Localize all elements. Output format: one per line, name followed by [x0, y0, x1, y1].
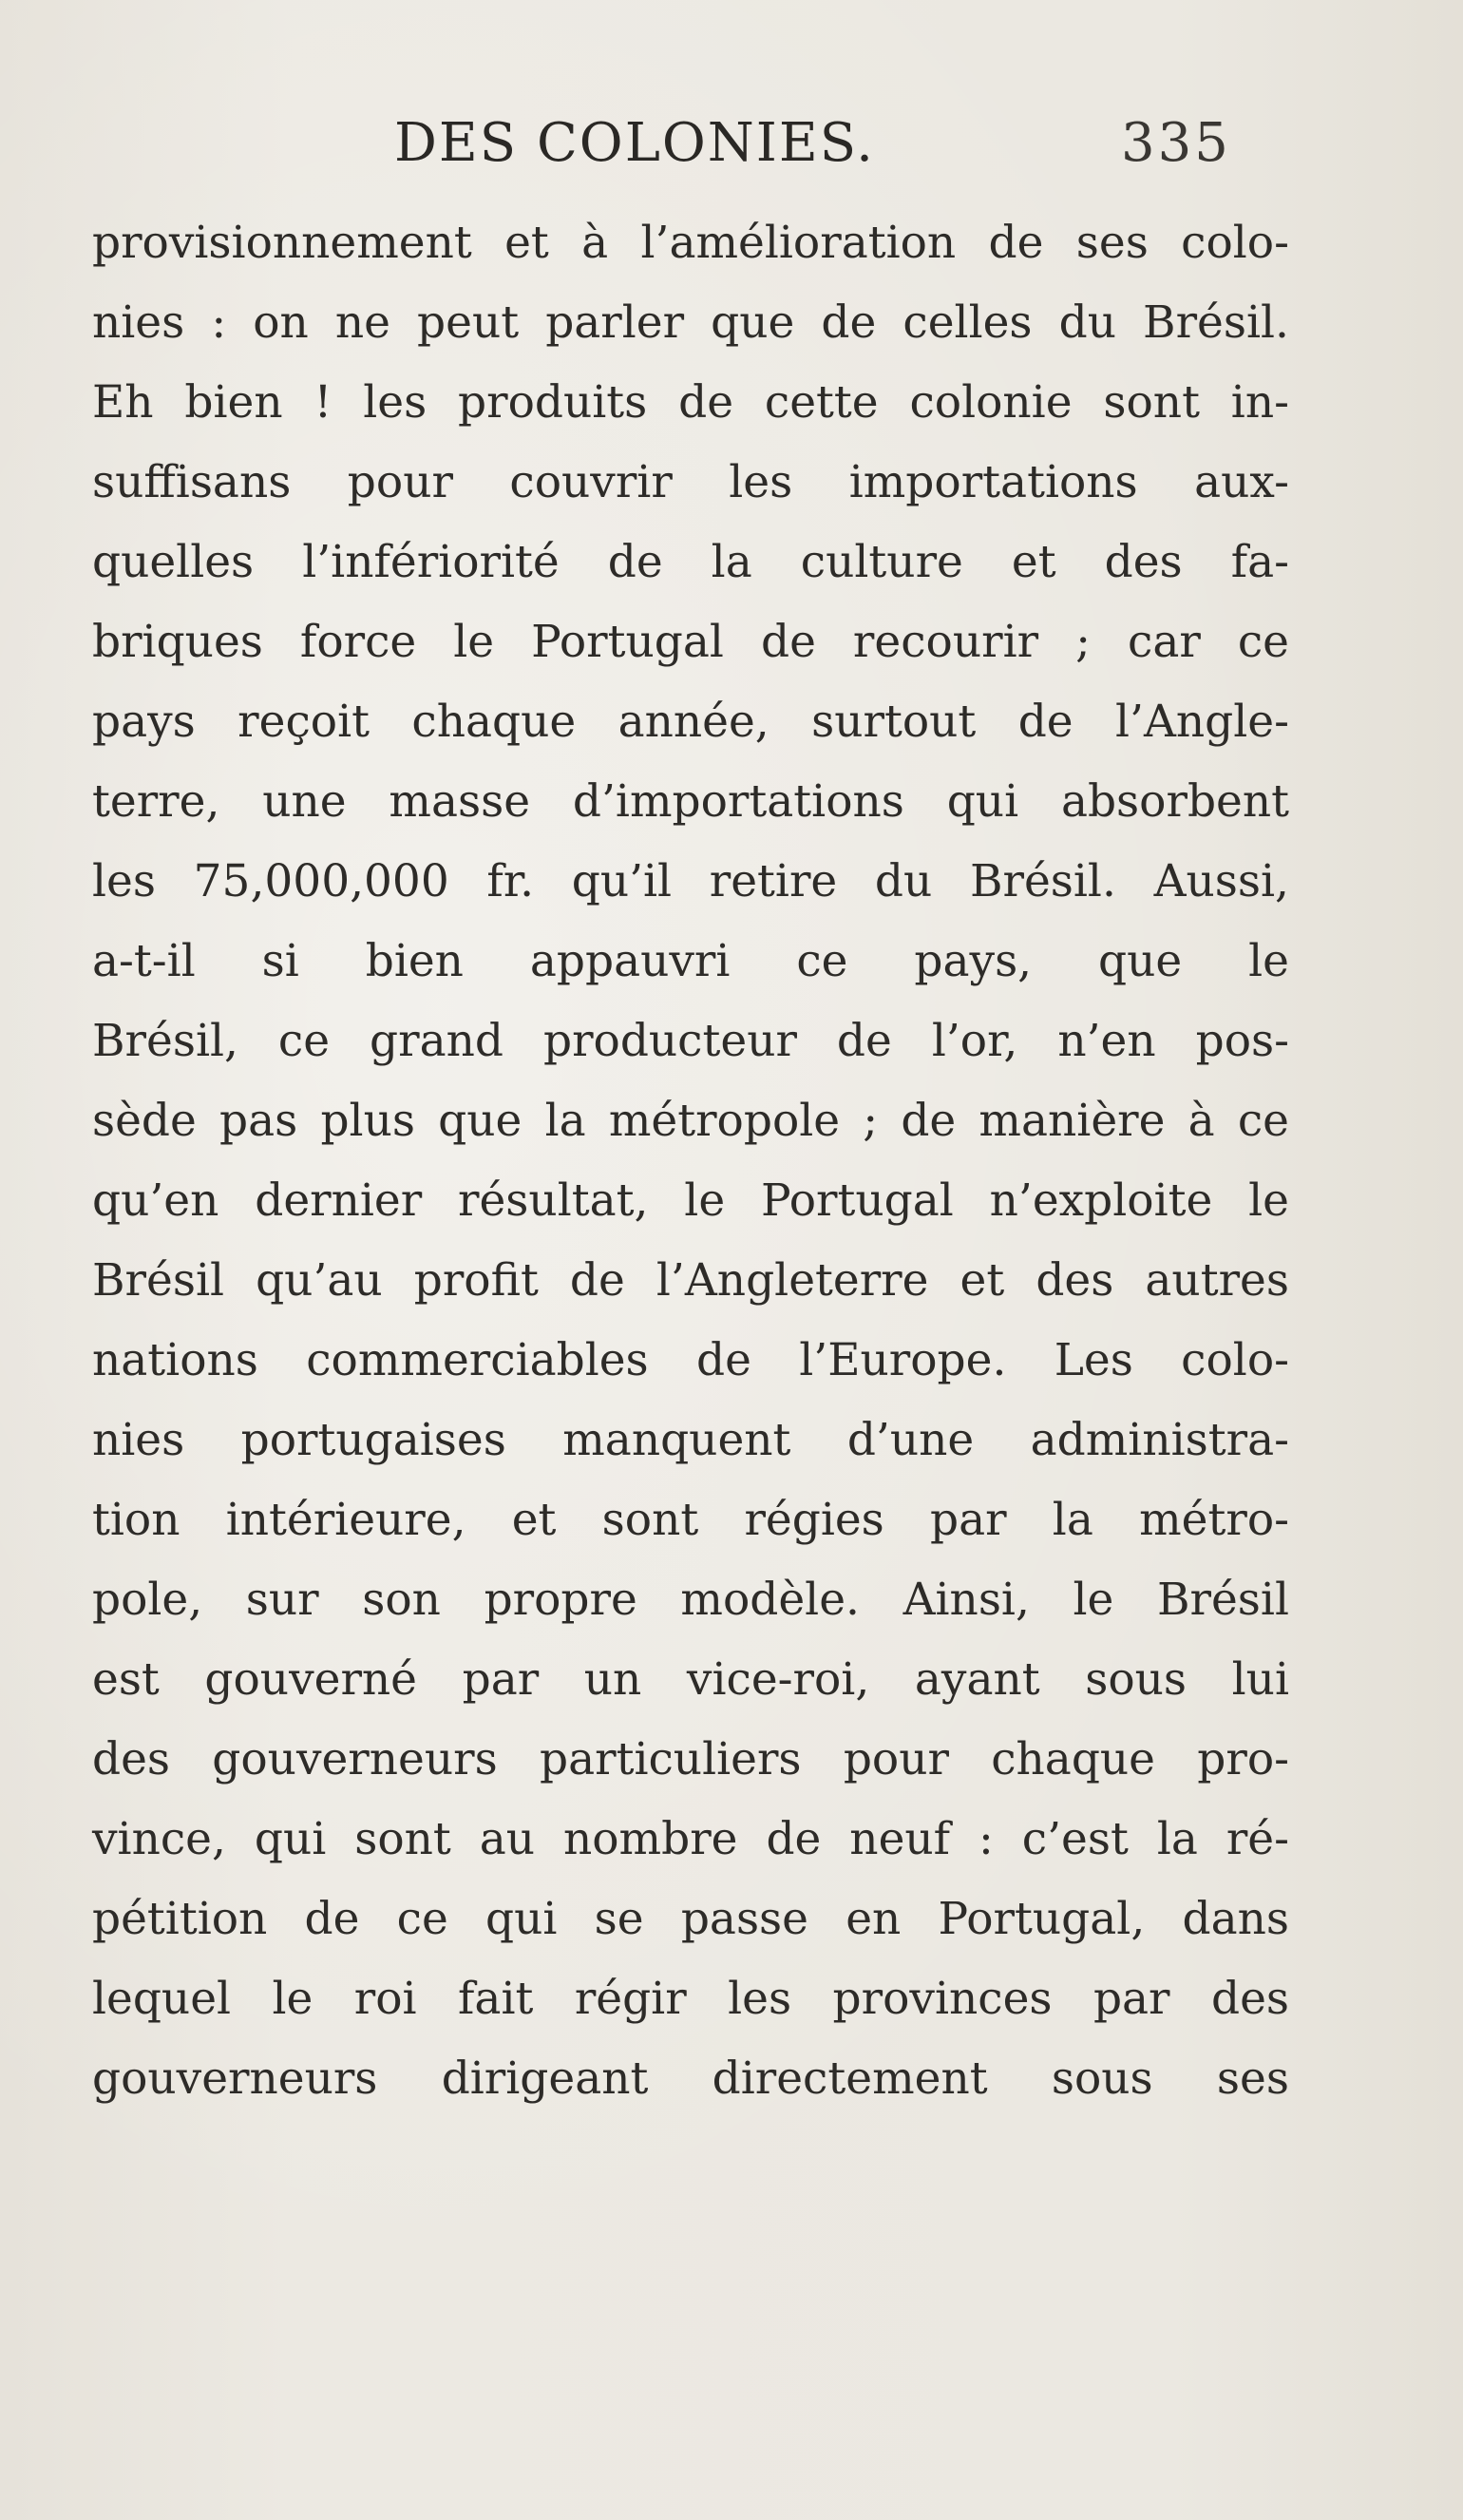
text-line: tion intérieure, et sont régies par la métro- [92, 1494, 1289, 1546]
text-line: terre, une masse d’importations qui absorbent [92, 775, 1289, 828]
running-title: DES COLONIES. [394, 112, 875, 174]
text-line: a-t-il si bien appauvri ce pays, que le [92, 935, 1289, 987]
page-number: 335 [1121, 112, 1231, 174]
running-head [0, 112, 1463, 179]
text-line: lequel le roi fait régir les provinces par des [92, 1973, 1289, 2025]
text-line: Brésil qu’au profit de l’Angleterre et des autres [92, 1254, 1289, 1307]
text-line: nies portugaises manquent d’une administra- [92, 1414, 1289, 1466]
text-line: briques force le Portugal de recourir ; car ce [92, 616, 1289, 668]
text-line: sède pas plus que la métropole ; de manière à ce [92, 1095, 1289, 1147]
text-line: qu’en dernier résultat, le Portugal n’exploite le [92, 1174, 1289, 1227]
text-line: nations commerciables de l’Europe. Les colo- [92, 1334, 1289, 1386]
text-line: gouverneurs dirigeant directement sous ses [92, 2052, 1289, 2105]
text-line: pays reçoit chaque année, surtout de l’Angle- [92, 696, 1289, 748]
text-line: nies : on ne peut parler que de celles du Brésil. [92, 296, 1289, 349]
text-line: pole, sur son propre modèle. Ainsi, le Brésil [92, 1574, 1289, 1626]
text-line: vince, qui sont au nombre de neuf : c’est la ré- [92, 1813, 1289, 1865]
text-line: est gouverné par un vice-roi, ayant sous lui [92, 1653, 1289, 1706]
text-line: Brésil, ce grand producteur de l’or, n’en pos- [92, 1015, 1289, 1067]
text-line: suffisans pour couvrir les importations aux- [92, 456, 1289, 508]
text-line: provisionnement et à l’amélioration de ses colo- [92, 217, 1289, 269]
text-line: les 75,000,000 fr. qu’il retire du Brésil. Aussi, [92, 855, 1289, 907]
body-text [92, 203, 1289, 2119]
text-line: quelles l’infériorité de la culture et des fa- [92, 536, 1289, 588]
text-line: pétition de ce qui se passe en Portugal, dans [92, 1893, 1289, 1945]
text-line: Eh bien ! les produits de cette colonie sont in- [92, 376, 1289, 429]
text-line: des gouverneurs particuliers pour chaque pro- [92, 1733, 1289, 1785]
